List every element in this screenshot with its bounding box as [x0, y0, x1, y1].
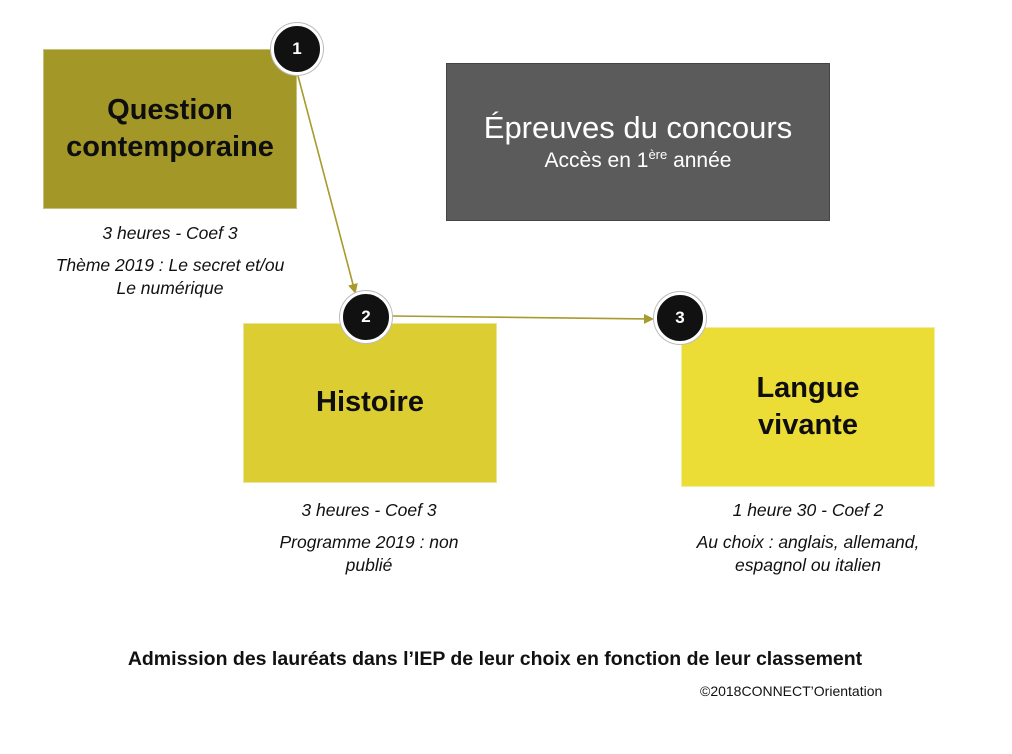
- step-info-2: [258, 499, 480, 576]
- copyright-notice: ©2018CONNECT’Orientation: [700, 683, 883, 699]
- step-number-badge: 1: [271, 23, 323, 75]
- page-subtitle: [545, 147, 732, 174]
- header-box: [446, 63, 830, 221]
- step-box-langue-vivante: [681, 327, 935, 487]
- page-title: Épreuves du concours: [483, 109, 793, 145]
- step-duration: 3 heures - Coef 3: [301, 500, 437, 520]
- step-details: Thème 2019 : Le secret et/ou Le numérique: [55, 254, 285, 298]
- step-duration: 3 heures - Coef 3: [102, 223, 238, 243]
- step-label: Langue vivante: [756, 371, 860, 441]
- arrow-2-to-3: [392, 316, 652, 319]
- arrow-1-to-2: [297, 72, 355, 292]
- admission-note: Admission des lauréats dans l’IEP de leur choix en fonction de leur classement: [127, 648, 863, 670]
- step-details: Programme 2019 : non publié: [279, 531, 459, 575]
- step-details: Au choix : anglais, allemand, espagnol ou italien: [696, 531, 920, 575]
- step-box-histoire: [243, 323, 497, 483]
- step-duration: 1 heure 30 - Coef 2: [732, 500, 884, 520]
- step-number-badge: 3: [654, 292, 706, 344]
- step-label: Question contemporaine: [66, 93, 274, 163]
- step-info-3: [690, 499, 926, 576]
- subtitle-prefix: Accès en 1: [544, 149, 649, 173]
- step-box-question-contemporaine: [43, 49, 297, 209]
- subtitle-suffix: année: [667, 149, 732, 173]
- step-number-badge: 2: [340, 291, 392, 343]
- subtitle-superscript: ère: [648, 147, 668, 163]
- step-label: Histoire: [316, 386, 424, 419]
- step-info-1: [50, 222, 290, 299]
